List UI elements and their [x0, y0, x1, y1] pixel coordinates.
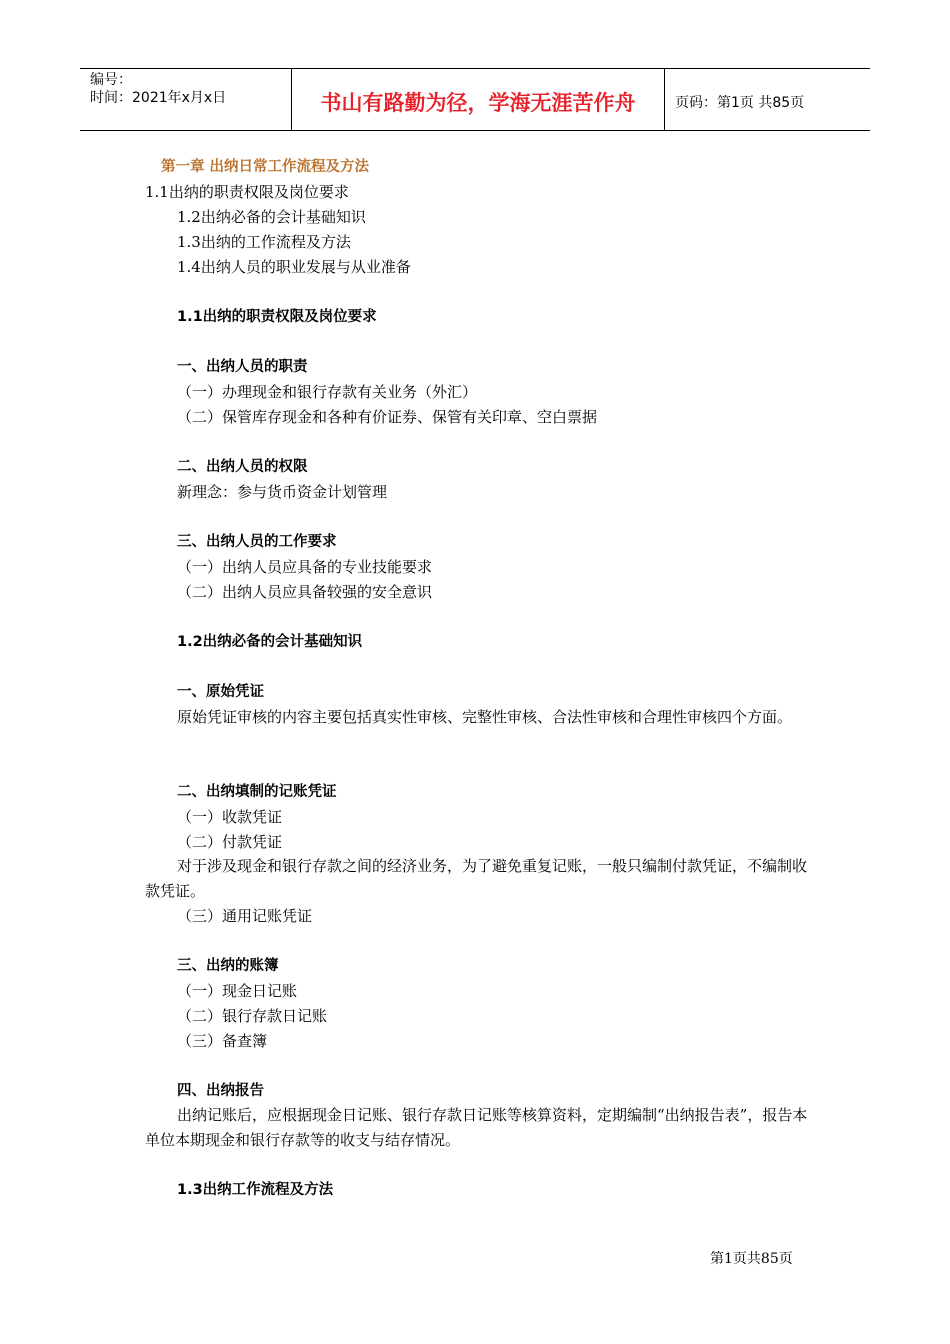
subsection-heading: 二、出纳人员的权限 [177, 459, 308, 475]
list-item: （一）出纳人员应具备的专业技能要求 [177, 558, 433, 576]
list-item: （一）现金日记账 [177, 982, 298, 1000]
toc-item: 1.3出纳的工作流程及方法 [177, 233, 351, 251]
section-heading: 1.2出纳必备的会计基础知识 [177, 634, 363, 650]
subsection-heading: 一、原始凭证 [177, 684, 264, 700]
paragraph: 出纳记账后，应根据现金日记账、银行存款日记账等核算资料，定期编制“出纳报告表”，报告本单位本期现金和银行存款等的收支与结存情况。 [145, 1106, 808, 1149]
body-text: 新理念：参与货币资金计划管理 [177, 483, 388, 501]
header-motto-cell [292, 69, 665, 130]
section-heading: 1.1出纳的职责权限及岗位要求 [177, 309, 377, 325]
subsection-heading: 一、出纳人员的职责 [177, 359, 308, 375]
subsection-heading: 四、出纳报告 [177, 1083, 264, 1099]
list-item: （一）收款凭证 [177, 808, 283, 826]
subsection-heading: 三、出纳人员的工作要求 [177, 534, 337, 550]
subsection-heading: 二、出纳填制的记账凭证 [177, 784, 337, 800]
paragraph: 对于涉及现金和银行存款之间的经济业务，为了避免重复记账，一般只编制付款凭证，不编制收款凭证。 [145, 857, 808, 900]
header-meta-cell [80, 69, 292, 130]
subsection-heading: 三、出纳的账簿 [177, 958, 279, 974]
paragraph: 原始凭证审核的内容主要包括真实性审核、完整性审核、合法性审核和合理性审核四个方面。 [177, 708, 793, 726]
toc-item: 1.4出纳人员的职业发展与从业准备 [177, 258, 411, 276]
toc-item: 1.1出纳的职责权限及岗位要求 [145, 183, 349, 201]
header-page-label: 页码：第1页 共85页 [675, 94, 805, 111]
document-header [80, 68, 870, 131]
page-footer: 第1页共85页 [710, 1251, 793, 1267]
serial-label: 编号： [90, 72, 132, 88]
header-page-cell [665, 69, 870, 130]
list-item: （二）银行存款日记账 [177, 1007, 328, 1025]
list-item: （二）出纳人员应具备较强的安全意识 [177, 583, 433, 601]
section-heading: 1.3出纳工作流程及方法 [177, 1182, 334, 1198]
list-item: （三）通用记账凭证 [177, 907, 313, 925]
list-item: （二）付款凭证 [177, 833, 283, 851]
list-item: （三）备查簿 [177, 1032, 268, 1050]
toc-item: 1.2出纳必备的会计基础知识 [177, 208, 366, 226]
list-item: （一）办理现金和银行存款有关业务（外汇） [177, 383, 478, 401]
list-item: （二）保管库存现金和各种有价证券、保管有关印章、空白票据 [177, 408, 598, 426]
chapter-title: 第一章 出纳日常工作流程及方法 [161, 159, 370, 175]
time-label: 时间：2021年x月x日 [90, 90, 227, 106]
header-motto: 书山有路勤为径，学海无涯苦作舟 [320, 90, 636, 115]
